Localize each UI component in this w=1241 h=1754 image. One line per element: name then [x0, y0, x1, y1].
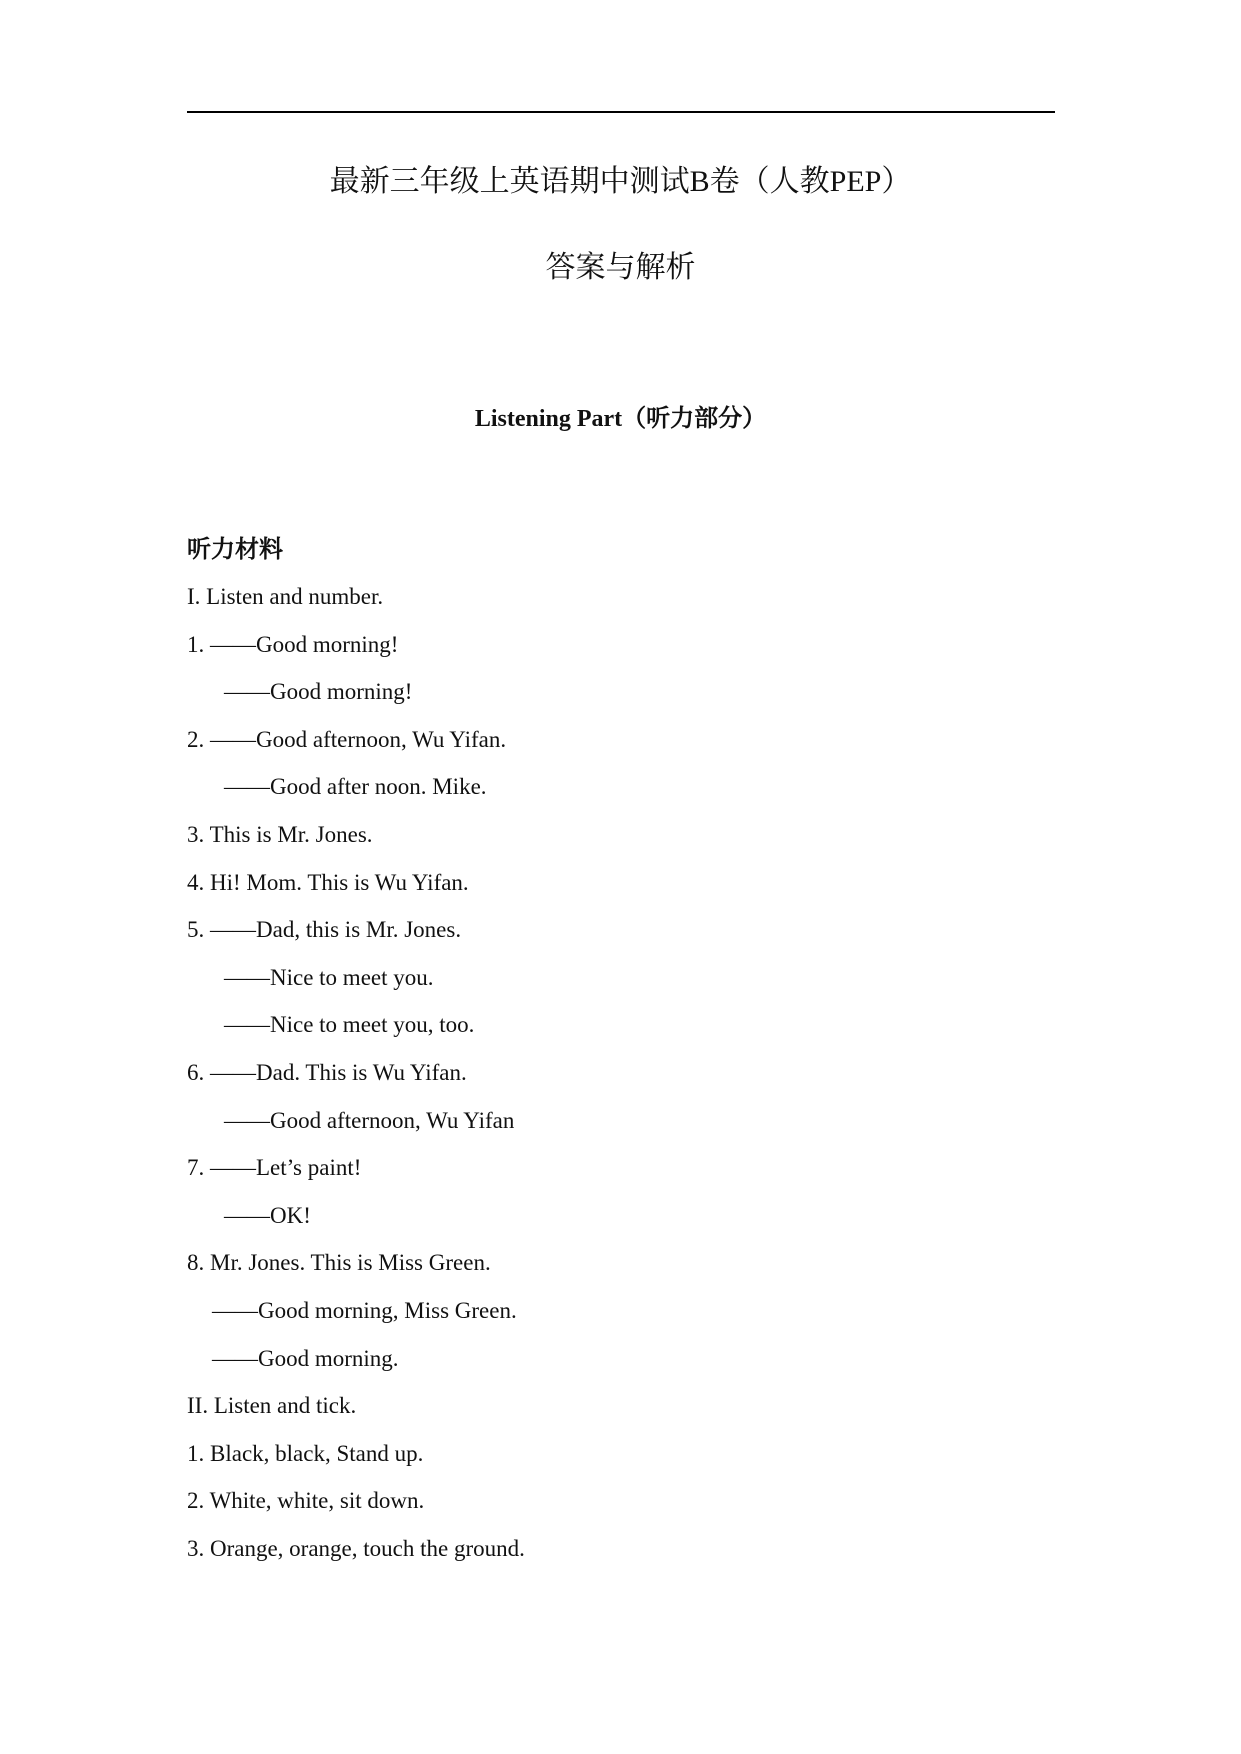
script-line: ——Good morning. — [212, 1345, 399, 1371]
script-line: ——Good morning! — [224, 679, 413, 705]
listening-script — [187, 577, 525, 1576]
script-line: I. Listen and number. — [187, 584, 384, 609]
script-line: ——Good afternoon, Wu Yifan — [224, 1107, 515, 1133]
script-line: ——Nice to meet you. — [224, 964, 434, 990]
document-subtitle: 答案与解析 — [545, 251, 696, 284]
script-line: 3. This is Mr. Jones. — [187, 821, 373, 847]
sub-heading: 听力材料 — [187, 537, 283, 563]
script-line: 4. Hi! Mom. This is Wu Yifan. — [187, 869, 469, 895]
script-line: 6. ——Dad. This is Wu Yifan. — [187, 1059, 467, 1085]
script-line: 3. Orange, orange, touch the ground. — [187, 1535, 525, 1561]
script-line: II. Listen and tick. — [187, 1393, 357, 1419]
script-line: 7. ——Let’s paint! — [187, 1155, 362, 1181]
script-line: ——Nice to meet you, too. — [224, 1012, 475, 1038]
script-line: ——Good morning, Miss Green. — [212, 1297, 517, 1323]
section-heading: Listening Part（听力部分） — [474, 406, 767, 432]
script-line: 2. White, white, sit down. — [187, 1488, 425, 1514]
script-line: ——Good after noon. Mike. — [224, 774, 487, 800]
script-line: 1. ——Good morning! — [187, 631, 399, 657]
script-line: 8. Mr. Jones. This is Miss Green. — [187, 1250, 491, 1276]
document-title: 最新三年级上英语期中测试B卷（人教PEP） — [329, 165, 912, 198]
script-line: 1. Black, black, Stand up. — [187, 1440, 424, 1466]
script-line: ——OK! — [224, 1202, 311, 1228]
script-line: 5. ——Dad, this is Mr. Jones. — [187, 917, 462, 943]
script-line: 2. ——Good afternoon, Wu Yifan. — [187, 726, 507, 752]
header-rule — [187, 111, 1055, 113]
